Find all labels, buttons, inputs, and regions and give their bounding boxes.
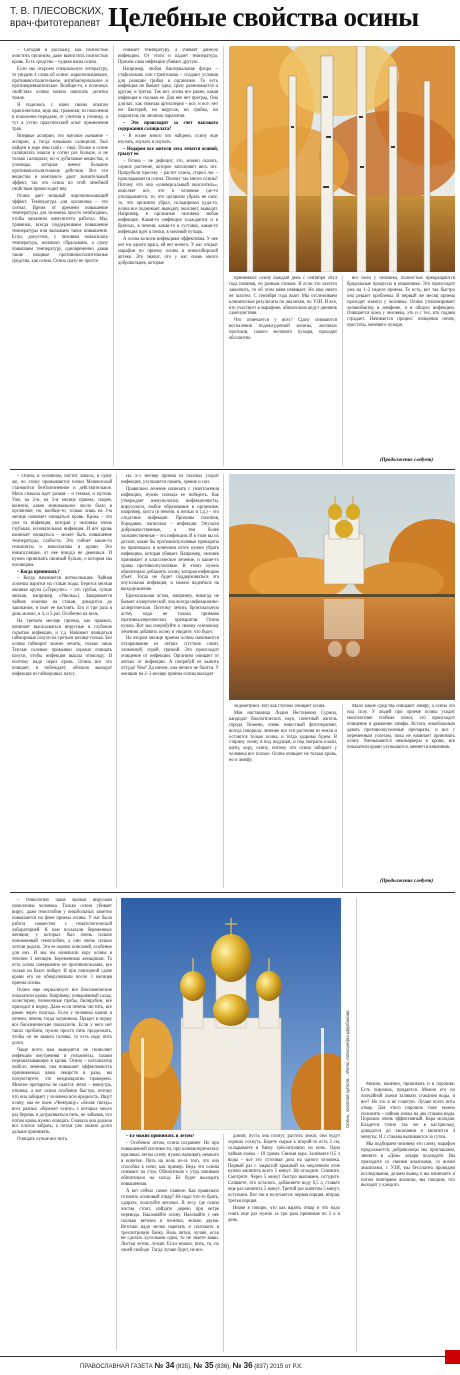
- paragraph: – Сегодня я расскажу, как полностью очистить организм, даже вычистить полностью кровь. Есть средство – чудная наша осина.: [12, 48, 108, 65]
- section3-col1: [12, 898, 112, 1350]
- paragraph: – Когда начинается интоксикация. Чайная ложечка варится на стакан воды. Берется мелкая овсяная крупа («Геркулес» – это грубая, лучше мелкая, например, «Увелка»). Заваривается чайная ложечка на стакан, доводится до закипания, и пьет ее настоять. Его и три раза в день можно, и 4, и 5 раз. Особенно на ночь.: [12, 576, 112, 617]
- interview-question: – Недаром все жители леса лечатся осиной, грызут ее.: [118, 146, 218, 158]
- paragraph: Можно, конечно, принимать и в порошке. Есть порошок, продается. Можно его по полчайной ложки заливать стаканом воды, и все? Но это я не советую. Лучше всего пить отвар. Для этого порошок тоже можно положить – чайная ложка на два стакана воды. Порошок очень эффективный. Кора молодая. Кладется точно так же в кастрюльку, доводится до закипания и кипятится 4 минуты. И 2 стакана выпиваются за сутки.: [361, 1082, 455, 1141]
- paragraph: – Особенно летом, осина сохраняет. Но при повышенной потливости, при климактерических приливах летом осину нужно выпивать немного в кипятке. Пить на ночь из-за того, что она способна к ночи, как пример. Ведь это осины снимают на утро. Обязательно с утра запиваем обязательно на холод. Её будет выходить повышенная.: [121, 1140, 219, 1188]
- paragraph: домой, пусть она сохнут, растить лежат, они будут хорошо сохнуть. Берете сырые к второй-то есть 3 см, складываете в банку трёхлитровую на ночь. Одна чайная ложка – 10 грамм. Свежая кора. Заливаете 0,5 л воды – все это суточная доза на одного человека. Первый раз с закрытой крышкой на медленном огне нужно кипятить всего 5 минут. Не отходите. Снимите. Смотрите. Через 5 минут быстро выливаем, остудите. Сливаете, что осталось, добавляете воду 0,5 л, ставьте еще раз кипятить 5 минут. Третий раз кипятим 5 минут, остужаем. Вот так и получается: первая порция, вторая, третья порция.: [228, 1134, 340, 1204]
- paragraph: – Онкологию чаще вызван вирусами папилломы человека. Только осина убивает вирус, даже гемоглобин у онкобольных заметно повышается на фоне приема осины. У нас была работа совместно с гематологической лабораторией. К нам посылали беременных женщин, у которых был очень сильно пониженный гемоглобин, а они очень сильно хотели родить. Это ее оценок описаний, особенно для них. И мы им назначали кору осины в течение 3 месяцев. Беременным женщинам. То есть осина совершенно не противопоказана, все только на благо пойдет. И при повторной сдаче крови его не обнаруживали после 3 месяцев приема осины.: [12, 898, 112, 986]
- column-rule: [223, 1134, 224, 1352]
- issue-total: (835),: [176, 1364, 192, 1370]
- page-marker: [445, 1350, 460, 1364]
- article-title: Целебные свойства осины: [108, 2, 419, 32]
- section3-col4: [361, 1082, 455, 1350]
- paragraph: Осина дает мощный жаропонижающий эффект. Температура для организма – это сигнал. Время от времени повышение температуры для человека просто необходимо, чтобы механизм иммунитета работал. Мы, травники, всегда поддерживаем повышение температуры или вызываем такое повышение. Если, допустим, у человека повысилась температура, маловато сбрасываем, а сразу повышаем температуру, одновременно давая такие мощные противовоспалительные средства, как осина. Осина сразу не просто: [12, 193, 108, 264]
- column-rule: [342, 276, 343, 466]
- paragraph: эндометриоз. Вот как глубоко очищает осина.: [234, 704, 326, 709]
- section3-col3: [228, 1134, 340, 1352]
- paragraph: принимают осину каждый день с сентября 2014 года начиная, по разным схемам. И если это захотел закончить, то об этом меня извещает. Но еще никто не захотел. С сентября года пьют. Мы отслеживаем клинические результаты по анализам, по УЗИ. И все, кто участвует в марафоне, обязательно ведут дневник самочувствия.: [229, 276, 337, 317]
- paragraph: Иначе я говорю, что как варить отвар и что надо снять еще раз нужно за три раза принимая по 3 к в день.: [228, 1205, 340, 1223]
- paragraph: – Осина – не дефицит, это, можно сказать, сорное растение, которое заполоняет весь лес. Прорубили просеку – растет осина, сгорел лес – прокладывается осина. Почему так много осины? Потому что она «универсальный окислитель», окисляет все, что в человеке где-то откладывается, то, что организм убрать не смог, то, что организм убрал, складировал куда-то, осина все поднимает, выводит, окисляет, выводит. Например, в организме человека любая инфекция. Какая-то инфекция осаждается и в бронхах, в печени, какая-то в суставах, какая-то инфекция идет в почки, в мочевой пузырь.: [118, 159, 218, 236]
- column-rule: [356, 898, 357, 1352]
- section2-col4: [347, 704, 455, 876]
- church-lake-photo: [229, 474, 455, 700]
- interview-question: – Когда принимать?: [17, 569, 60, 575]
- paragraph: Очищать лучше все пить.: [17, 1137, 69, 1143]
- paragraph: Правильно лечение начинать с уничтожения инфекции, нужно сначала ее победить. Как утверждает иммунология, инфекционисты, вирусологи, любое образование в организме, например, киста (в печени, в почках и т.д.) – это следствие инфекции. Причины полипов, бородавок, папиллом – инфекция. Опухоли доброкачественные, а тем более злокачественные – это инфекция. И в этом вы их детали, какие бы противоопухолевые препараты не принимали, в конечном итоге нужно убрать инфекцию, которая убивает. Например, человек принимает и классическое лечение, и какие-то травы противоопухолевые. К этому нужно обязательно добавлять осину, которая инфекцию убьет. Тогда не будет поддерживаться эта опухольная инфекция, и можно надеяться на выздоровление.: [121, 486, 219, 593]
- paragraph: – Осина, в основном, чистит запасы, и сразу же, по этому промываются почки Мочекислый становится безболезненное и действительное. Моча сначала идет разная – и темная, и мутная. Уже, на 2-м, на 3-м месяце приема, скорее, конечно, какое минимальное число было в организме, но, вообще-то, только лишь на 3-м месяце начинает очищаться кровь. Кровь – это уже та инфекция, которая у человека очень глубокая, основательная инфекция. И вот кровь начинает очищаться – может быть повышение температуры, слабость. Это гибнет какие-то гельминты и микоплазмы в крови. Это инкапсуляция, от нее никуда не денешься. И нужно принимать овсяный бульон, о котором мы поговорим.: [12, 474, 112, 568]
- author-block: [10, 6, 104, 30]
- paragraph: Впервые аспирин, это научное название – аспирин, а тогда называли салицилат, был найден в коре ивы (salix – ива). Позже в осине салицилата нашли в сотни раз больше, и не только салицилат, но и дубильные вещества, и углеводы, которые имеют большое противовоспалительное действие. Все эти вещества в комплексе дают значительный эффект, так что осина по этой лечебной свойствам превосходит иву.: [12, 133, 108, 192]
- section1-col1: [12, 48, 108, 466]
- section3-col2: [121, 1134, 219, 1352]
- paragraph: Что отмечается у всех? Сразу снимаются воспаления поджелудочной железы, желчных протоков, самого желчного пузыря, проходят абсолютно: [229, 318, 337, 342]
- page-header: [0, 0, 460, 41]
- section2-col2: [121, 474, 219, 888]
- newspaper-name: ПРАВОСЛАВНАЯ ГАЗЕТА: [80, 1364, 153, 1370]
- section-divider: [10, 892, 455, 893]
- interview-question: – Это происходит за счет высокого содержания салицилата?: [118, 120, 218, 132]
- column-rule: [116, 898, 117, 1350]
- section2-col1: [12, 474, 112, 888]
- issue-total: (837) 2015 от Р.Х.: [254, 1364, 303, 1370]
- column-rule: [223, 474, 224, 888]
- paragraph: Чаще всего нам выводятся не позволяет инфекция внутренняя и гельминты, газами перехватывающие в крови. Осина – катализатор любого лечения, она повышает эффективность принимаемых вами лекарств в разы, вы почувствуете, это неоднократно проверено. Многие препараты не пьются легко – вовнутрь, отвлека, а вот осина особенно быстро, потому что она забирает у человека всю вредность. Ищут осину, мы ее пьем «Чемерицу» «Белая гвоздь» всех разных «бережет осину» с которых много раз берешь и дотрагиваться пить, не забывая, что потом кровь нужно очищать. Сначала она должна все плохое забрать, а потом уже можно долго дальше принимать.: [12, 1047, 112, 1136]
- paragraph: все боли у человека, полностью прекращаются бродильные процессы в кишечнике. Это происходит уже на 1–2 неделе приема. То есть, вот так быстро она решает проблемы. В первый же месяц приема проходят изжоги у человека. Осина утихомиривает хеликобактер в лимфине, и в общую инфекцию. Очищается кожа у человека, это и с тех, кто годами страдает. Начинается процесс очищения почек, простаты, мочевого пузыря.: [347, 276, 455, 329]
- golden-domes-photo: [121, 898, 341, 1130]
- paragraph: А осина ко всем инфекциям эффективна. У нее нет ни одного врага, ей нет ничего. У нас открыт марафон по приему осины в новосибирской аптеке. Это значит, что у нас очень много добровольцев, которые: [118, 237, 218, 266]
- continued-note: (Продолжение следует): [380, 458, 434, 463]
- issue-total: (836),: [215, 1364, 231, 1370]
- author-name: Т. В. ПЛЕСОВСКИХ,: [10, 6, 105, 17]
- paragraph: А вот сейчас самое главное. Как правильно готовить осиновый отвар? Не надо что-то брать, сдирать, пользуйте веточки. В лесу, где осина чистая стоит, найдите дерево при ветре перевода. Наклоняйте осину. Наломайте с нее сколько веточек в почечки, можно двумя. Веточки надо мелко нарезать и положить в трехлитровую банку. Ноль пятки, лучше, если не сделать кусочками одни, то не знаете ваши. Листья летом, лучше. Если можно, пить, то, по своей свободе. Тогда лучше будет, не все.: [121, 1189, 219, 1254]
- aspen-forest-photo: [229, 46, 455, 272]
- paragraph: Если мы откроем специальную литературу, то увидим 4 слова об осине: жаропонижающее, противовоспалительное, антибактериальное и противоревматическое. Вообще-то, о полезных свойствах осины можно написать десятки томов.: [12, 66, 108, 102]
- paragraph: Например, любая бактериальная флора – стафилококк или стрептококк – создают условия для реакции грибка в организме. То есть инфекция не бывает одна, сразу размножается и другая, и третья. Так вот, осина все равно, какая инфекция и сколько ее. Для нее нет преград. Она для вас, как тяжелая артиллерия – все, и все: нет ни бактерий, ни вирусов, ни грибка, ни паразитов, ни личинок паразитов.: [118, 66, 218, 119]
- author-role: врач-фитотерапевт: [10, 18, 101, 29]
- section1-col3: [229, 276, 337, 466]
- section2-col3: [229, 704, 337, 888]
- page-footer: [0, 1356, 460, 1375]
- section1-col4: [347, 276, 455, 456]
- section1-col2: [118, 48, 218, 466]
- paragraph: снижает температуру, а убивает данную инфекцию. От этого и падает температура. Причем сама инфекция убивает другую.: [118, 48, 218, 65]
- section-divider: [10, 469, 455, 470]
- paragraph: На втором месяце приема осины начинаются отхаркивание из легких сгустков слизи, зловонной, серой, грязной. Это происходит очищение от инфекции. Организм очищает от легких от инфекции. А попробуй ее выпить оттуда! Чем? Да ничем, она ничего не боится. У женщин на 2–3 месяце приема осины выходят: [121, 636, 219, 677]
- paragraph: Мало какие средства очищают лимфу, а осина это под силу. У людей при приеме осины уходит многолетние стойкие отеки, это происходит очищение и движение лимфы. Кстати, онкобольным давать противоопухолевые препараты, и все с переменным успехом, пока не начинает принимать осину. Уменьшаются онкомаркеры в крови, все показатели крови улучшаются, меняется кишечник.: [347, 704, 455, 751]
- column-rule: [223, 46, 224, 466]
- paragraph: На третьем месяце приема, как правило, начинает высасываться вирусные и глубокие скрытые инфекции, и т.д. Начинает очищаться гайморовые пазухи на третьем месяце только. Без осины гайморит можно лечить, только лишь Теплые соленые промывки хорошо очищать пазухи, чтобы инфекция вышла отовсюду. И поэтому надо через кровь. Осина все это очищает, и побеждает, обильно выходит инфекция из гайморовых пазух.: [12, 618, 112, 677]
- paragraph: Осина еще нормализует все биохимические показатели крови. Например, повышенный сахар, холестерин, печеночные пробы, билирубин, все приходит в норму. Даже если печень чистить, все равно через полгода. Если у человека камни в печени, печень тогда загрязнена. Придет в норму все биохимические показатели. Если у него нет таких проблем, нужно просто пить продолжать, чтобы он не вышел головы, то есть надо пить долго.: [12, 987, 112, 1046]
- issue-number: № 36: [232, 1361, 253, 1370]
- paragraph: – В осине много что найдено, осину еще изучать, изучать и изучать.: [118, 133, 218, 145]
- paragraph: На 4–5 месяце приема из глазных уходит инфекция, улучшается память, зрение и сон.: [121, 474, 219, 485]
- column-rule: [342, 704, 343, 888]
- continued-note: (Продолжение следует): [380, 879, 434, 884]
- paragraph: Я поделюсь с вами своим опытом практическим, ведь мы, травники, из поколения в поколение передаем, от учителя к ученику, и тут я устно практический опыт применения трав.: [12, 103, 108, 132]
- interview-question: – Ее можно принимать и летом?: [126, 1134, 195, 1139]
- paragraph: Мы подбираем человеку его схему, марафон продолжается, добровольцы мы приглашаем, звоните в «Дом» лекаря подходите. Вы приходите со своими анализами, со всеми анализами, с УЗИ, мы бесплатно проводим исследования, делаем вывод и вы начинаете и потом повторяем анализы, мы говорим, что выходит у каждого.: [361, 1142, 455, 1189]
- column-rule: [116, 474, 117, 888]
- issue-number: № 35: [193, 1361, 214, 1370]
- paragraph: Бронхиальная астма, например, никогда не бывает аллергической, она всегда инфекционно-аллергическая. Поэтому лечить бронхиальную астму надо не только приемом противоаллергических препаратов. Осина нужна. Вот мы попробуйте к своему осиновому лечению добавить осину и увидите, что будет.: [121, 594, 219, 635]
- photo-caption: Осень, золотая купола... Фото Александра Щербакова: [345, 1010, 350, 1128]
- issue-number: № 34: [154, 1361, 175, 1370]
- paragraph: Моя наставница Лидия Нестеровна Сурина, кандидат биологических наук, почетный житель города Тюмени, очень известный фитотерапевт, всегда говорила: лечение все эти растения из земли и остаются только осина, и тогда здоровы будем. В старину осину в под подушки, и под матрасы клали, щепу, кору, осину, потому что осина забирает у человека все плохое. Осина очищает не только кровь, но и лимфу.: [229, 710, 337, 764]
- column-rule: [113, 46, 114, 466]
